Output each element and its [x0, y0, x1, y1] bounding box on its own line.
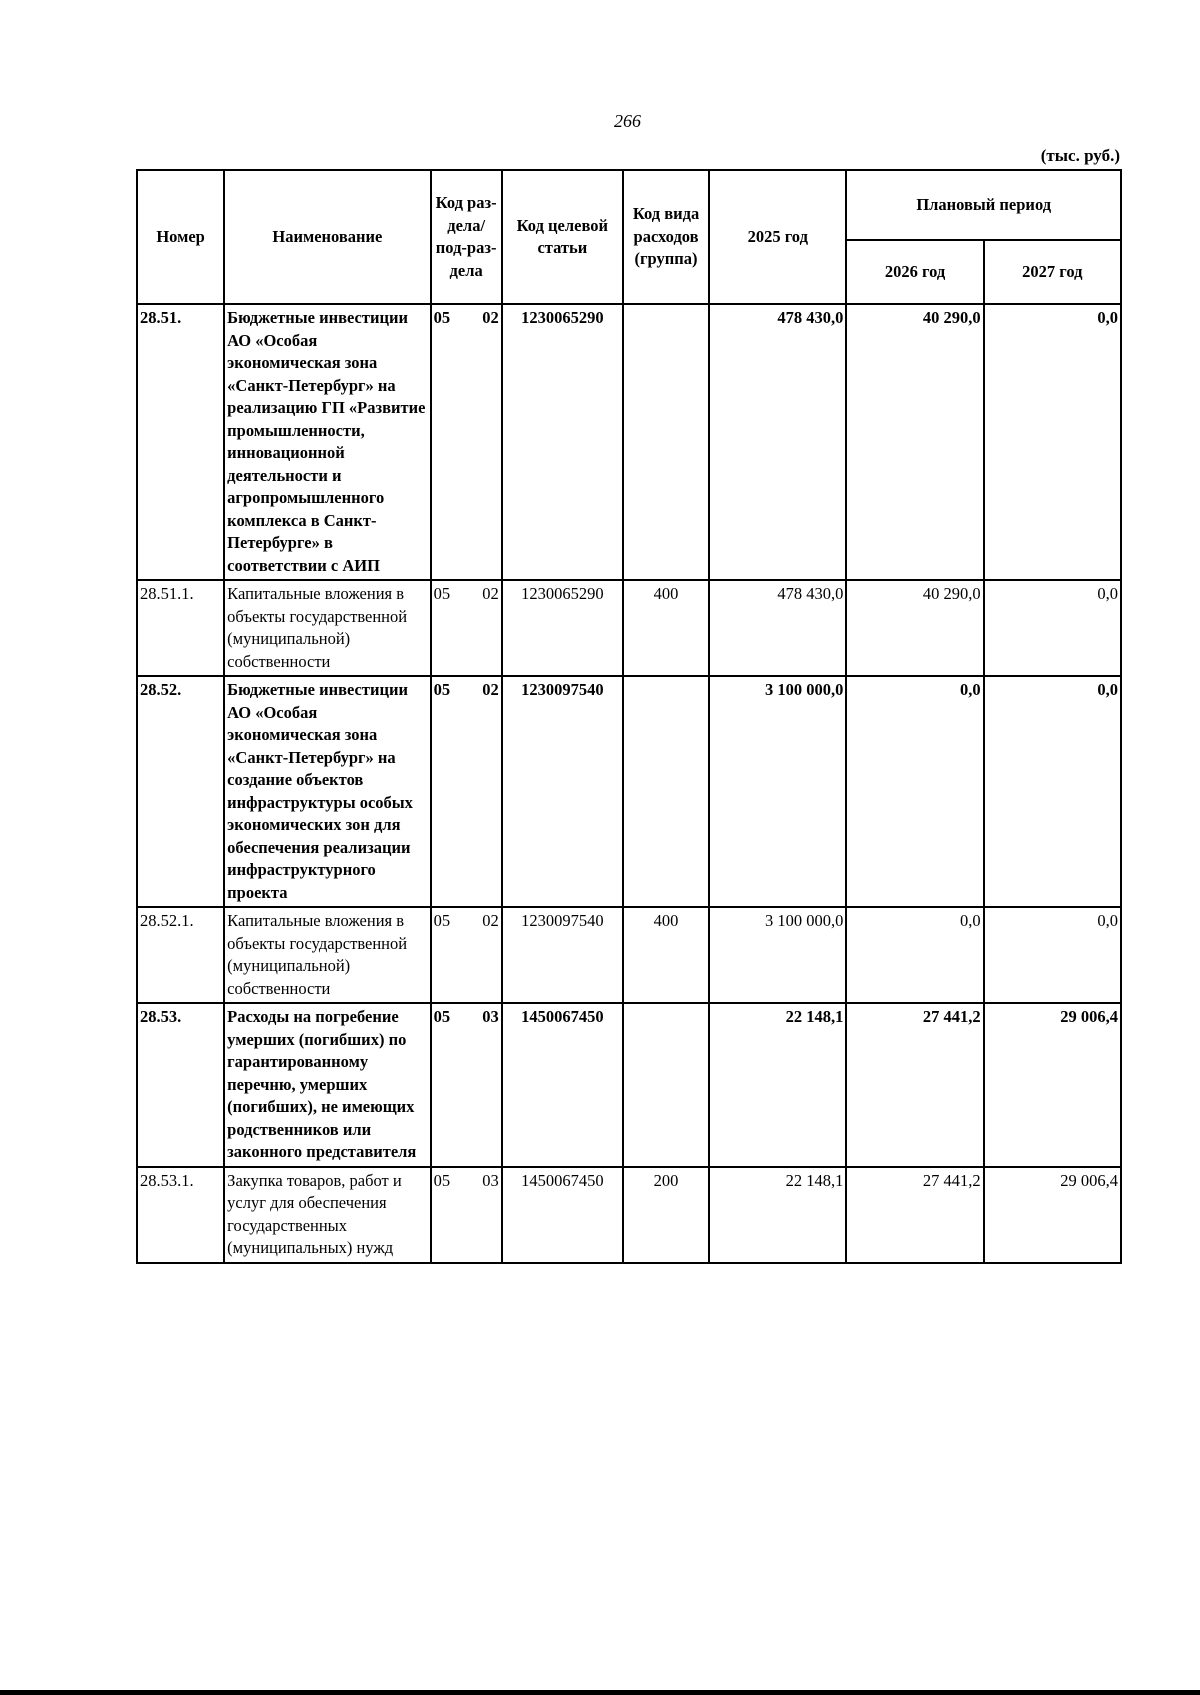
- header-section: Код раз-дела/ под-раз-дела: [431, 170, 502, 304]
- row-number: 28.52.1.: [137, 907, 224, 1003]
- page-number: 266: [614, 111, 641, 131]
- row-name: Бюджетные инвестиции АО «Особая экономическая зона «Санкт-Петербург» на создание объектов инфраструктуры особых экономических зон для обеспечения реализации инфраструктурного проекта: [224, 676, 430, 907]
- row-section-code: [431, 1167, 502, 1263]
- header-name: Наименование: [224, 170, 430, 304]
- header-2027: 2027 год: [984, 240, 1121, 304]
- row-amount-2025: 22 148,1: [709, 1167, 846, 1263]
- row-section-code: [431, 304, 502, 580]
- table-row: [137, 1003, 1121, 1167]
- row-number: 28.51.1.: [137, 580, 224, 676]
- row-amount-2027: 0,0: [984, 580, 1121, 676]
- row-amount-2027: 0,0: [984, 676, 1121, 907]
- row-amount-2027: 29 006,4: [984, 1167, 1121, 1263]
- subsection-code: 03: [482, 1170, 499, 1190]
- subsection-code: 02: [482, 584, 499, 603]
- header-target: Код целевой статьи: [502, 170, 623, 304]
- subsection-code: 02: [482, 308, 499, 327]
- row-expense-kind: [623, 1003, 709, 1167]
- row-name: Закупка товаров, работ и услуг для обеспечения государственных (муниципальных) нужд: [224, 1167, 430, 1263]
- section-code: 05: [433, 308, 451, 327]
- header-2025: 2025 год: [709, 170, 846, 304]
- row-section-code: [431, 580, 502, 676]
- row-section-code: [431, 676, 502, 907]
- header-plan-period: Плановый период: [846, 170, 1121, 240]
- row-target-code: 1230065290: [502, 580, 623, 676]
- row-number: 28.52.: [137, 676, 224, 907]
- header-kind: Код вида расходов (группа): [623, 170, 709, 304]
- row-target-code: 1230097540: [502, 907, 623, 1003]
- row-section-code: [431, 1003, 502, 1167]
- row-expense-kind: 400: [623, 907, 709, 1003]
- row-amount-2026: 27 441,2: [846, 1003, 983, 1167]
- row-target-code: 1230097540: [502, 676, 623, 907]
- section-code: 05: [433, 680, 451, 699]
- row-expense-kind: 400: [623, 580, 709, 676]
- row-amount-2025: 478 430,0: [709, 304, 846, 580]
- row-number: 28.53.1.: [137, 1167, 224, 1263]
- row-number: 28.51.: [137, 304, 224, 580]
- subsection-code: 02: [482, 911, 499, 930]
- row-amount-2025: 3 100 000,0: [709, 676, 846, 907]
- row-amount-2027: 0,0: [984, 907, 1121, 1003]
- table-row: [137, 1167, 1121, 1263]
- row-amount-2025: 478 430,0: [709, 580, 846, 676]
- row-amount-2026: 40 290,0: [846, 304, 983, 580]
- row-name: Капитальные вложения в объекты государственной (муниципальной) собственности: [224, 580, 430, 676]
- section-code: 05: [433, 584, 451, 603]
- row-amount-2026: 40 290,0: [846, 580, 983, 676]
- table-row: [137, 676, 1121, 907]
- table-row: [137, 580, 1121, 676]
- section-code: 05: [433, 1170, 451, 1190]
- row-expense-kind: [623, 676, 709, 907]
- row-name: Капитальные вложения в объекты государственной (муниципальной) собственности: [224, 907, 430, 1003]
- row-name: Расходы на погребение умерших (погибших) по гарантированному перечню, умерших (погибших), не имеющих родственников или законного представителя: [224, 1003, 430, 1167]
- subsection-code: 03: [482, 1007, 499, 1026]
- row-amount-2025: 3 100 000,0: [709, 907, 846, 1003]
- row-amount-2025: 22 148,1: [709, 1003, 846, 1167]
- row-amount-2026: 0,0: [846, 907, 983, 1003]
- row-amount-2026: 27 441,2: [846, 1167, 983, 1263]
- budget-table: [136, 169, 1122, 1264]
- table-row: [137, 304, 1121, 580]
- row-amount-2026: 0,0: [846, 676, 983, 907]
- row-section-code: [431, 907, 502, 1003]
- units-label: (тыс. руб.): [1040, 146, 1120, 165]
- section-code: 05: [433, 1007, 451, 1026]
- header-number: Номер: [137, 170, 224, 304]
- row-name: Бюджетные инвестиции АО «Особая экономическая зона «Санкт-Петербург» на реализацию ГП «Развитие промышленности, инновационной деятельности и агропромышленного комплекса в Санкт-Петербурге» в соответствии с АИП: [224, 304, 430, 580]
- row-number: 28.53.: [137, 1003, 224, 1167]
- bottom-border: [0, 1690, 1200, 1695]
- row-target-code: 1450067450: [502, 1003, 623, 1167]
- row-amount-2027: 29 006,4: [984, 1003, 1121, 1167]
- row-amount-2027: 0,0: [984, 304, 1121, 580]
- subsection-code: 02: [482, 680, 499, 699]
- header-2026: 2026 год: [846, 240, 983, 304]
- section-code: 05: [433, 911, 451, 930]
- table-row: [137, 907, 1121, 1003]
- row-target-code: 1450067450: [502, 1167, 623, 1263]
- row-expense-kind: [623, 304, 709, 580]
- row-expense-kind: 200: [623, 1167, 709, 1263]
- row-target-code: 1230065290: [502, 304, 623, 580]
